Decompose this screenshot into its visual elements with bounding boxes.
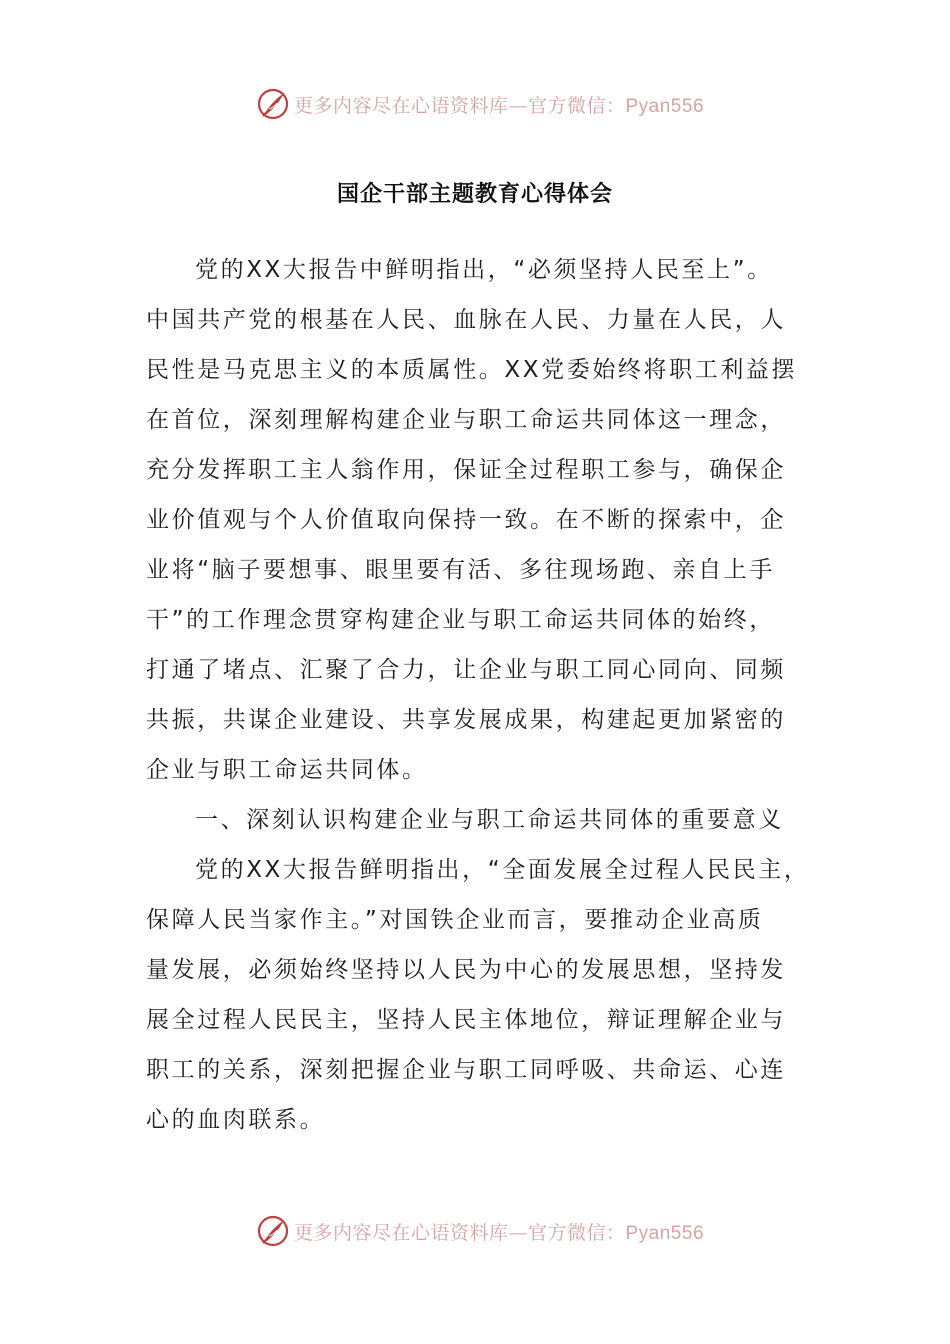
footer-banner: [0, 1211, 950, 1251]
banner-wechat-id: Pyan556: [625, 1222, 705, 1244]
document-title: 国企干部主题教育心得体会: [336, 182, 613, 207]
paragraph-line: 量发展，必须始终坚持以人民为中心的发展思想，坚持发: [146, 957, 786, 983]
banner-separator: —: [508, 94, 528, 117]
banner-separator: —: [508, 1221, 528, 1244]
banner-slogan: 更多内容尽在心语资料库: [293, 1221, 509, 1244]
banner-wechat-label: 官方微信：: [527, 94, 626, 117]
quill-pen-logo-icon: [256, 87, 290, 121]
banner-text: [294, 91, 704, 118]
header-banner: [0, 84, 950, 124]
paragraph-line: 民性是马克思主义的本质属性。XX党委始终将职工利益摆: [146, 357, 798, 383]
paragraph-line: 展全过程人民民主，坚持人民主体地位，辩证理解企业与: [146, 1007, 786, 1033]
paragraph-line: 职工的关系，深刻把握企业与职工同呼吸、共命运、心连: [146, 1057, 786, 1083]
banner-slogan: 更多内容尽在心语资料库: [293, 94, 509, 117]
quill-pen-logo-icon: [256, 1214, 290, 1248]
paragraph-line: 党的XX大报告鲜明指出，“全面发展全过程人民民主，: [195, 857, 810, 883]
paragraph-line: 中国共产党的根基在人民、血脉在人民、力量在人民，人: [146, 307, 786, 333]
banner-content: [256, 87, 704, 121]
paragraph-line: 党的XX大报告中鲜明指出，“必须坚持人民至上”。: [195, 257, 773, 283]
paragraph-line: 干”的工作理念贯穿构建企业与职工命运共同体的始终，: [146, 607, 775, 633]
paragraph-line: 保障人民当家作主。”对国铁企业而言，要推动企业高质: [146, 907, 764, 933]
paragraph-line: 业将“脑子要想事、眼里要有活、多往现场跑、亲自上手: [146, 557, 775, 583]
banner-text: [294, 1218, 704, 1245]
paragraph-line: 充分发挥职工主人翁作用，保证全过程职工参与，确保企: [146, 457, 786, 483]
banner-wechat-id: Pyan556: [625, 95, 705, 117]
paragraph-line: 共振，共谋企业建设、共享发展成果，构建起更加紧密的: [146, 707, 786, 733]
paragraph-line: 在首位，深刻理解构建企业与职工命运共同体这一理念，: [146, 407, 786, 433]
banner-content: [256, 1214, 704, 1248]
section-heading: 一、深刻认识构建企业与职工命运共同体的重要意义: [195, 807, 784, 833]
paragraph-line: 心的血肉联系。: [146, 1107, 326, 1133]
paragraph-line: 业价值观与个人价值取向保持一致。在不断的探索中，企: [146, 507, 786, 533]
paragraph-line: 企业与职工命运共同体。: [146, 757, 428, 783]
paragraph-line: 打通了堵点、汇聚了合力，让企业与职工同心同向、同频: [146, 657, 786, 683]
document-body: [146, 245, 810, 1145]
banner-wechat-label: 官方微信：: [527, 1221, 626, 1244]
